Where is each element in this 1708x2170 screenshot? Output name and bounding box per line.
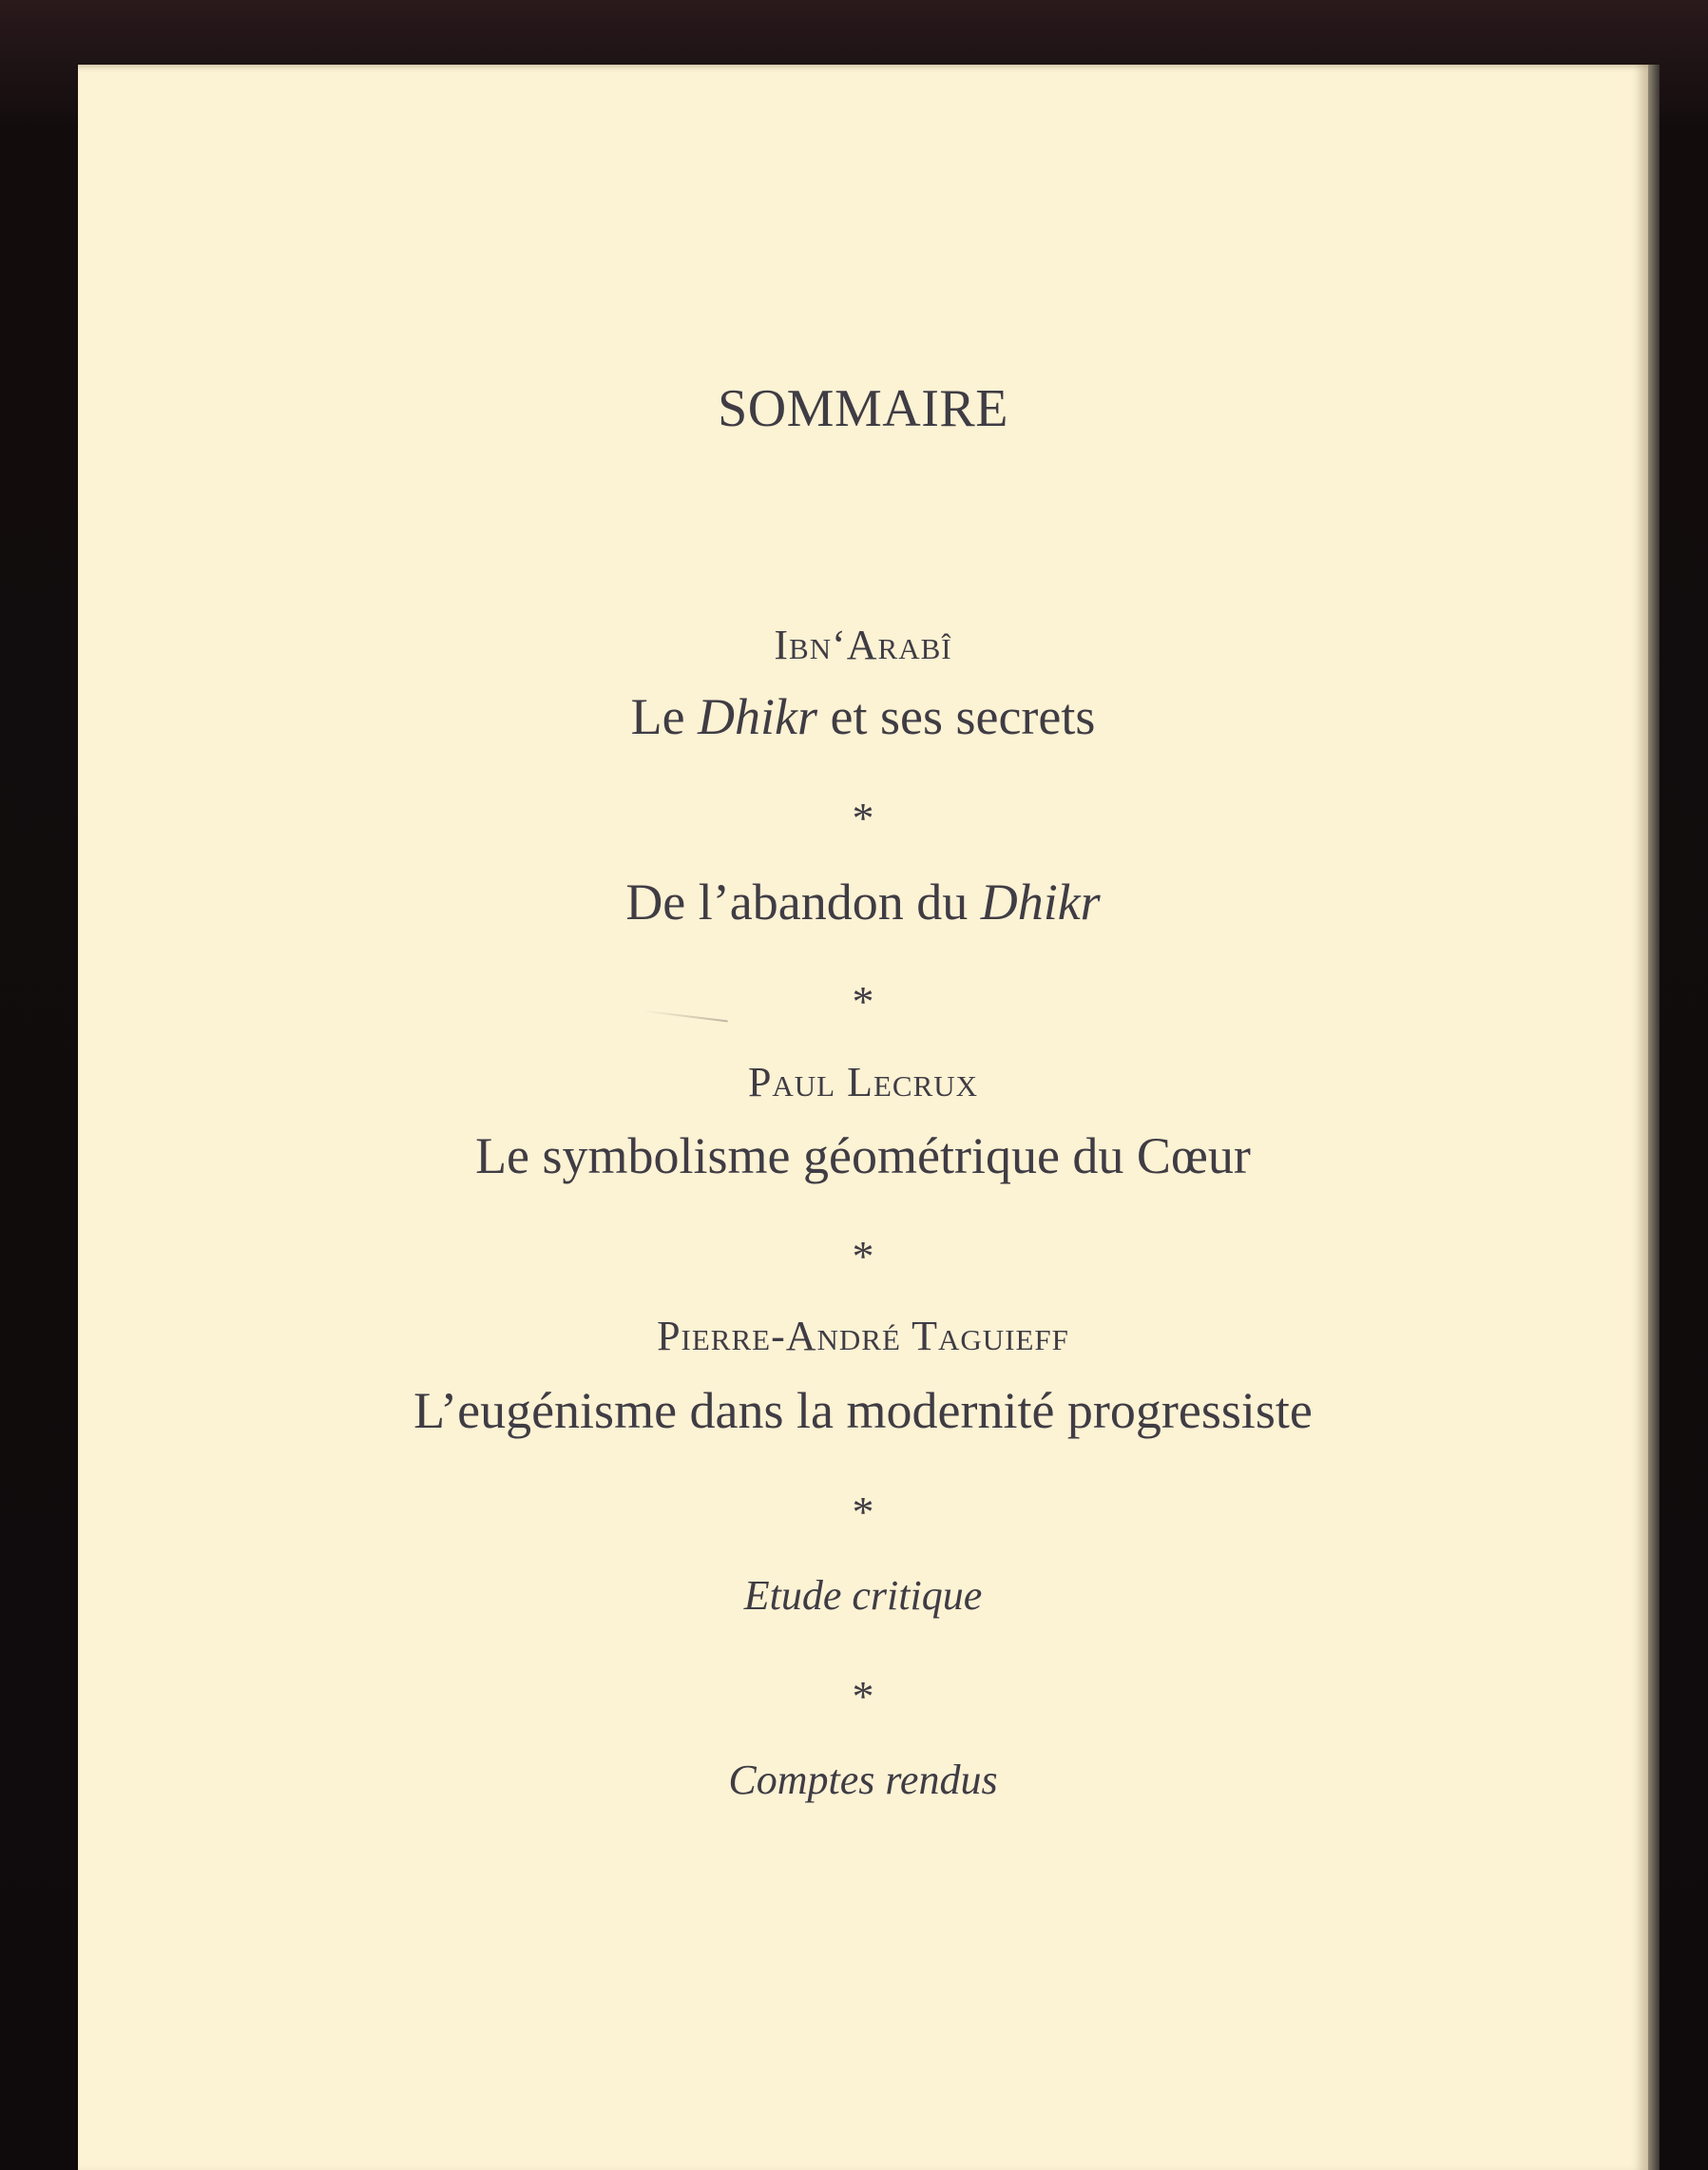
entry-title-italic: Comptes rendus bbox=[728, 1757, 998, 1803]
page-title: SOMMAIRE bbox=[718, 379, 1008, 438]
title-italic-text: Dhikr bbox=[980, 874, 1101, 931]
entry-author: Ibn‘Arabî bbox=[774, 622, 952, 668]
separator-star: * bbox=[852, 794, 874, 842]
separator-star: * bbox=[852, 1232, 874, 1280]
entry-title: L’eugénisme dans la modernité progressiste bbox=[413, 1382, 1313, 1439]
page bbox=[78, 65, 1648, 2170]
entry-author: Pierre-André Taguieff bbox=[657, 1313, 1069, 1359]
title-text: et ses secrets bbox=[817, 688, 1096, 745]
entry-author: Paul Lecrux bbox=[747, 1059, 979, 1105]
separator-star: * bbox=[852, 1488, 874, 1536]
title-italic-text: Dhikr bbox=[698, 688, 818, 745]
entry-title bbox=[78, 873, 1648, 931]
separator-star: * bbox=[852, 977, 874, 1026]
page-edge bbox=[1648, 65, 1660, 2170]
entry-title: Le symbolisme géométrique du Cœur bbox=[475, 1127, 1251, 1184]
entry-title-italic: Etude critique bbox=[743, 1572, 983, 1619]
title-text: Le bbox=[630, 688, 699, 745]
title-text: De l’abandon du bbox=[625, 874, 981, 931]
separator-star: * bbox=[852, 1672, 874, 1720]
entry-title bbox=[78, 687, 1648, 746]
